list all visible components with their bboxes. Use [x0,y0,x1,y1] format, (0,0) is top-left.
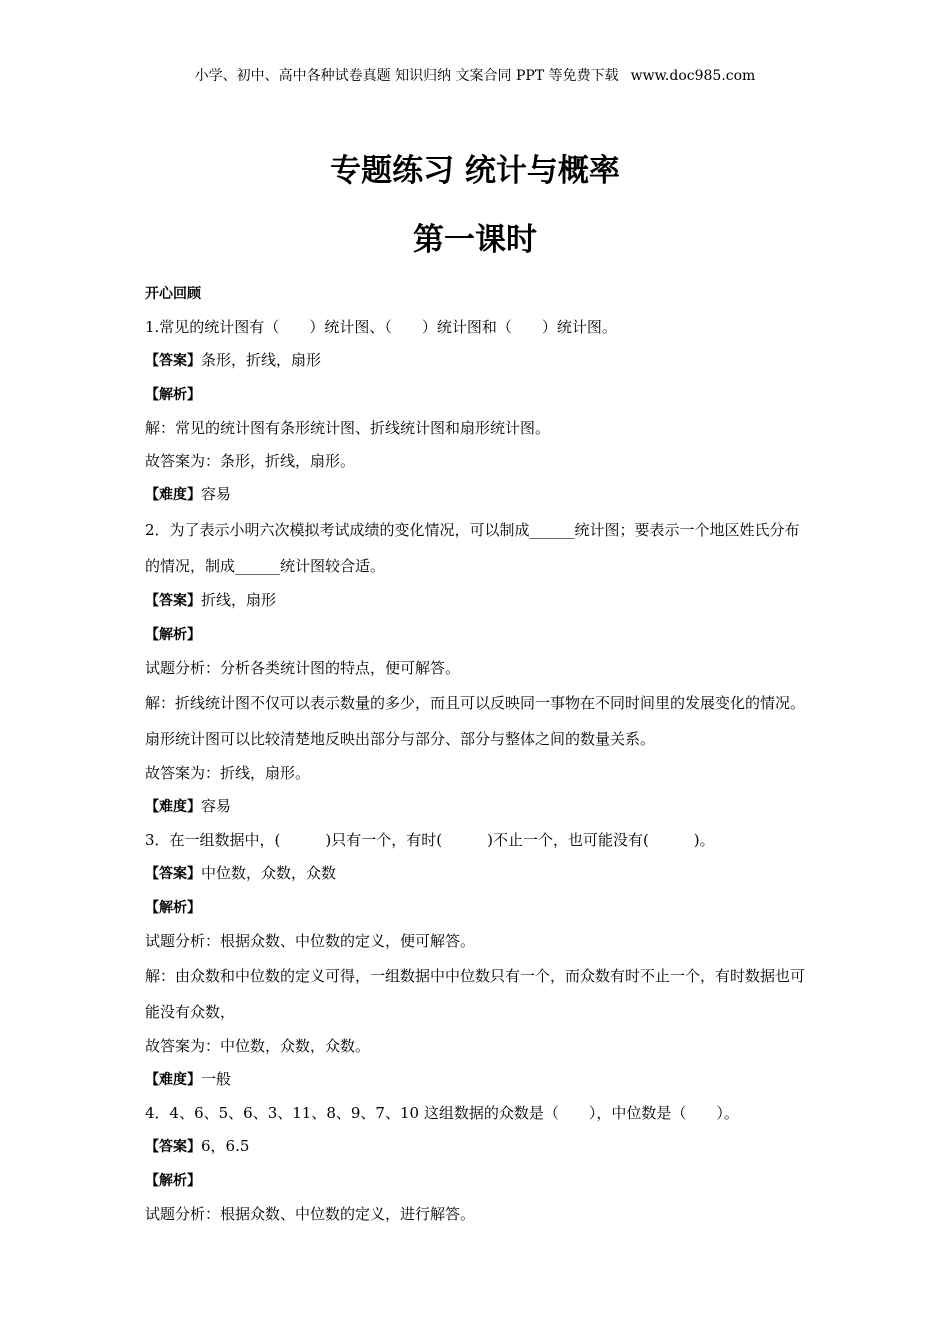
analysis-label: 【解析】 [145,627,201,643]
question-4-analysis-label [145,1164,810,1198]
difficulty-text: 容易 [201,485,232,503]
answer-label: 【答案】 [145,593,201,609]
answer-text: 条形，折线，扇形 [201,351,322,369]
question-3-analysis-label [145,891,810,925]
question-2-answer [145,584,810,618]
question-3-analysis-line: 解：由众数和中位数的定义可得，一组数据中中位数只有一个，而众数有时不止一个，有时数据也可能没有众数， [145,967,806,1021]
answer-text: 中位数，众数，众数 [201,864,337,882]
difficulty-text: 一般 [201,1070,232,1088]
difficulty-label: 【难度】 [145,799,201,815]
question-3-stem: 3．在一组数据中，( )只有一个，有时( )不止一个，也可能没有( )。 [145,831,715,849]
question-2-analysis-line: 解：折线统计图不仅可以表示数量的多少，而且可以反映同一事物在不同时间里的发展变化的情况。扇形统计图可以比较清楚地反映出部分与部分、部分与整体之间的数量关系。 [145,694,806,748]
question-2-analysis-label [145,618,810,652]
difficulty-label: 【难度】 [145,487,201,503]
answer-label: 【答案】 [145,1139,201,1155]
question-3-difficulty [145,1063,810,1097]
difficulty-text: 容易 [201,797,232,815]
question-3-analysis-line: 试题分析：根据众数、中位数的定义，便可解答。 [145,932,476,950]
section-heading: 开心回顾 [145,286,201,302]
difficulty-label: 【难度】 [145,1072,201,1088]
document-subtitle: 第一课时 [413,222,537,258]
question-1-analysis-line: 解：常见的统计图有条形统计图、折线统计图和扇形统计图。 [145,419,551,437]
document-body [145,282,810,1231]
header-site: www.doc985.com [630,68,756,84]
question-2-stem: 2．为了表示小明六次模拟考试成绩的变化情况，可以制成______统计图；要表示一个地区姓氏分布的情况，制成______统计图较合适。 [145,521,800,575]
question-4-analysis-line: 试题分析：根据众数、中位数的定义，进行解答。 [145,1205,476,1223]
answer-label: 【答案】 [145,353,201,369]
question-3-analysis-line: 故答案为：中位数，众数，众数。 [145,1037,371,1055]
question-2-analysis-line: 试题分析：分析各类统计图的特点，便可解答。 [145,659,461,677]
question-2-analysis-line: 故答案为：折线，扇形。 [145,764,311,782]
header-text: 小学、初中、高中各种试卷真题 知识归纳 文案合同 PPT 等免费下载 [194,68,619,84]
analysis-label: 【解析】 [145,1173,201,1189]
question-1-stem: 1.常见的统计图有（ ）统计图、（ ）统计图和（ ）统计图。 [145,318,617,336]
question-4-stem: 4．4、6、5、6、3、11、8、9、7、10 这组数据的众数是（ ），中位数是（ ）。 [145,1104,739,1122]
document-title: 专题练习 统计与概率 [330,153,620,189]
analysis-label: 【解析】 [145,387,201,403]
question-3-answer [145,857,810,891]
page-header [0,66,950,86]
analysis-label: 【解析】 [145,900,201,916]
question-1-analysis-label [145,378,810,412]
answer-label: 【答案】 [145,866,201,882]
question-4-answer [145,1130,810,1164]
answer-text: 折线，扇形 [201,591,277,609]
question-1-difficulty [145,478,810,512]
question-1-answer [145,344,810,378]
answer-text: 6，6.5 [201,1137,250,1155]
question-1-analysis-line: 故答案为：条形，折线，扇形。 [145,452,356,470]
question-2-difficulty [145,790,810,824]
